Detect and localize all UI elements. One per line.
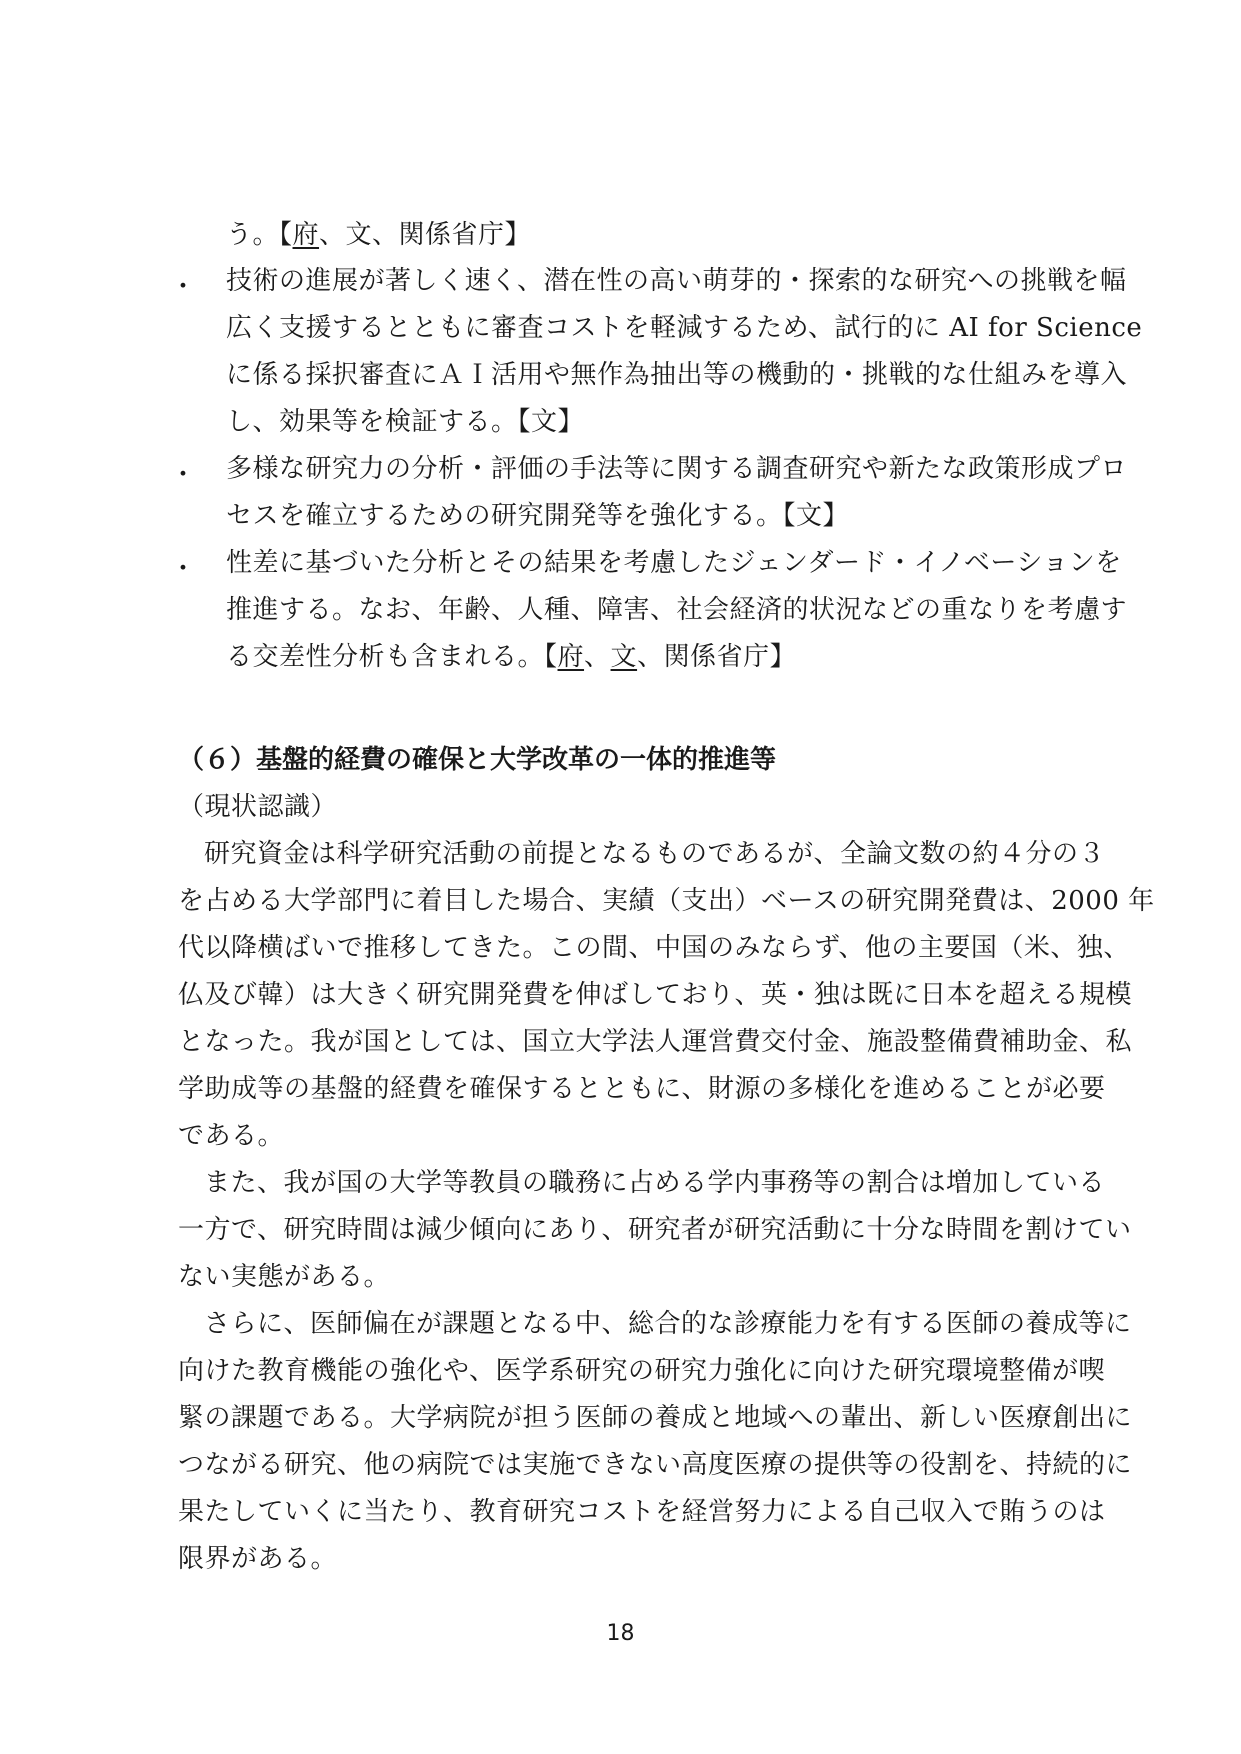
bullet-3-last-suffix: 、関係省庁】	[637, 642, 797, 672]
paragraph-1-line-2: を占める大学部門に着目した場合、実績（支出）ベースの研究開発費は、2000 年	[178, 886, 1155, 916]
paragraph-1-line-6: 学助成等の基盤的経費を確保するとともに、財源の多様化を進めることが必要	[178, 1074, 1106, 1104]
paragraph-3-line-4: つながる研究、他の病院では実施できない高度医療の提供等の役割を、持続的に	[178, 1450, 1133, 1480]
bullet-3-underlined-bun: 文	[610, 642, 638, 672]
continuation-prefix: う。【	[226, 220, 293, 250]
bullet-mark: ・	[170, 460, 197, 490]
paragraph-1-line-4: 仏及び韓）は大きく研究開発費を伸ばしており、英・独は既に日本を超える規模	[178, 980, 1133, 1010]
paragraph-2-line-1: また、我が国の大学等教員の職務に占める学内事務等の割合は増加している	[204, 1168, 1106, 1198]
paragraph-1-line-7: である。	[178, 1121, 285, 1151]
paragraph-1-line-1: 研究資金は科学研究活動の前提となるものであるが、全論文数の約４分の３	[204, 839, 1106, 869]
bullet-3-underlined-fu: 府	[557, 642, 585, 672]
bullet-mark: ・	[170, 554, 197, 584]
continuation-line	[226, 218, 531, 252]
page-number: 18	[606, 1621, 635, 1646]
paragraph-3-line-3: 緊の課題である。大学病院が担う医師の養成と地域への輩出、新しい医療創出に	[178, 1403, 1133, 1433]
bullet-3-line-3	[226, 640, 796, 674]
bullet-3-last-mid: 、	[584, 642, 611, 672]
bullet-3-line-2: 推進する。なお、年齢、人種、障害、社会経済的状況などの重なりを考慮す	[226, 595, 1128, 625]
bullet-3-last-prefix: る交差性分析も含まれる。【	[226, 642, 558, 672]
bullet-1-line-2: 広く支援するとともに審査コストを軽減するため、試行的に AI for Science	[226, 313, 1143, 343]
continuation-suffix: 、文、関係省庁】	[319, 220, 532, 250]
paragraph-2-line-3: ない実態がある。	[178, 1262, 391, 1292]
bullet-1-line-1: 技術の進展が著しく速く、潜在性の高い萌芽的・探索的な研究への挑戦を幅	[226, 266, 1127, 296]
paragraph-3-line-6: 限界がある。	[178, 1544, 338, 1574]
bullet-mark: ・	[170, 272, 197, 302]
paragraph-3-line-1: さらに、医師偏在が課題となる中、総合的な診療能力を有する医師の養成等に	[204, 1309, 1132, 1339]
bullet-2-line-1: 多様な研究力の分析・評価の手法等に関する調査研究や新たな政策形成プロ	[226, 454, 1128, 484]
paragraph-2-line-2: 一方で、研究時間は減少傾向にあり、研究者が研究活動に十分な時間を割けてい	[178, 1215, 1132, 1245]
continuation-underlined-fu: 府	[292, 220, 320, 250]
bullet-3-line-1: 性差に基づいた分析とその結果を考慮したジェンダード・イノベーションを	[226, 548, 1122, 578]
bullet-1-line-4: し、効果等を検証する。【文】	[226, 407, 585, 437]
bullet-2-line-2: セスを確立するための研究開発等を強化する。【文】	[226, 501, 850, 531]
paragraph-1-line-3: 代以降横ばいで推移してきた。この間、中国のみならず、他の主要国（米、独、	[178, 933, 1130, 963]
section-heading: （６）基盤的経費の確保と大学改革の一体的推進等	[178, 745, 777, 775]
bullet-1-line-3: に係る採択審査にＡＩ活用や無作為抽出等の機動的・挑戦的な仕組みを導入	[226, 360, 1128, 390]
paragraph-1-line-5: となった。我が国としては、国立大学法人運営費交付金、施設整備費補助金、私	[178, 1027, 1133, 1057]
paragraph-3-line-5: 果たしていくに当たり、教育研究コストを経営努力による自己収入で賄うのは	[178, 1497, 1106, 1527]
paragraph-3-line-2: 向けた教育機能の強化や、医学系研究の研究力強化に向けた研究環境整備が喫	[178, 1356, 1105, 1386]
section-subheading: （現状認識）	[178, 792, 338, 822]
